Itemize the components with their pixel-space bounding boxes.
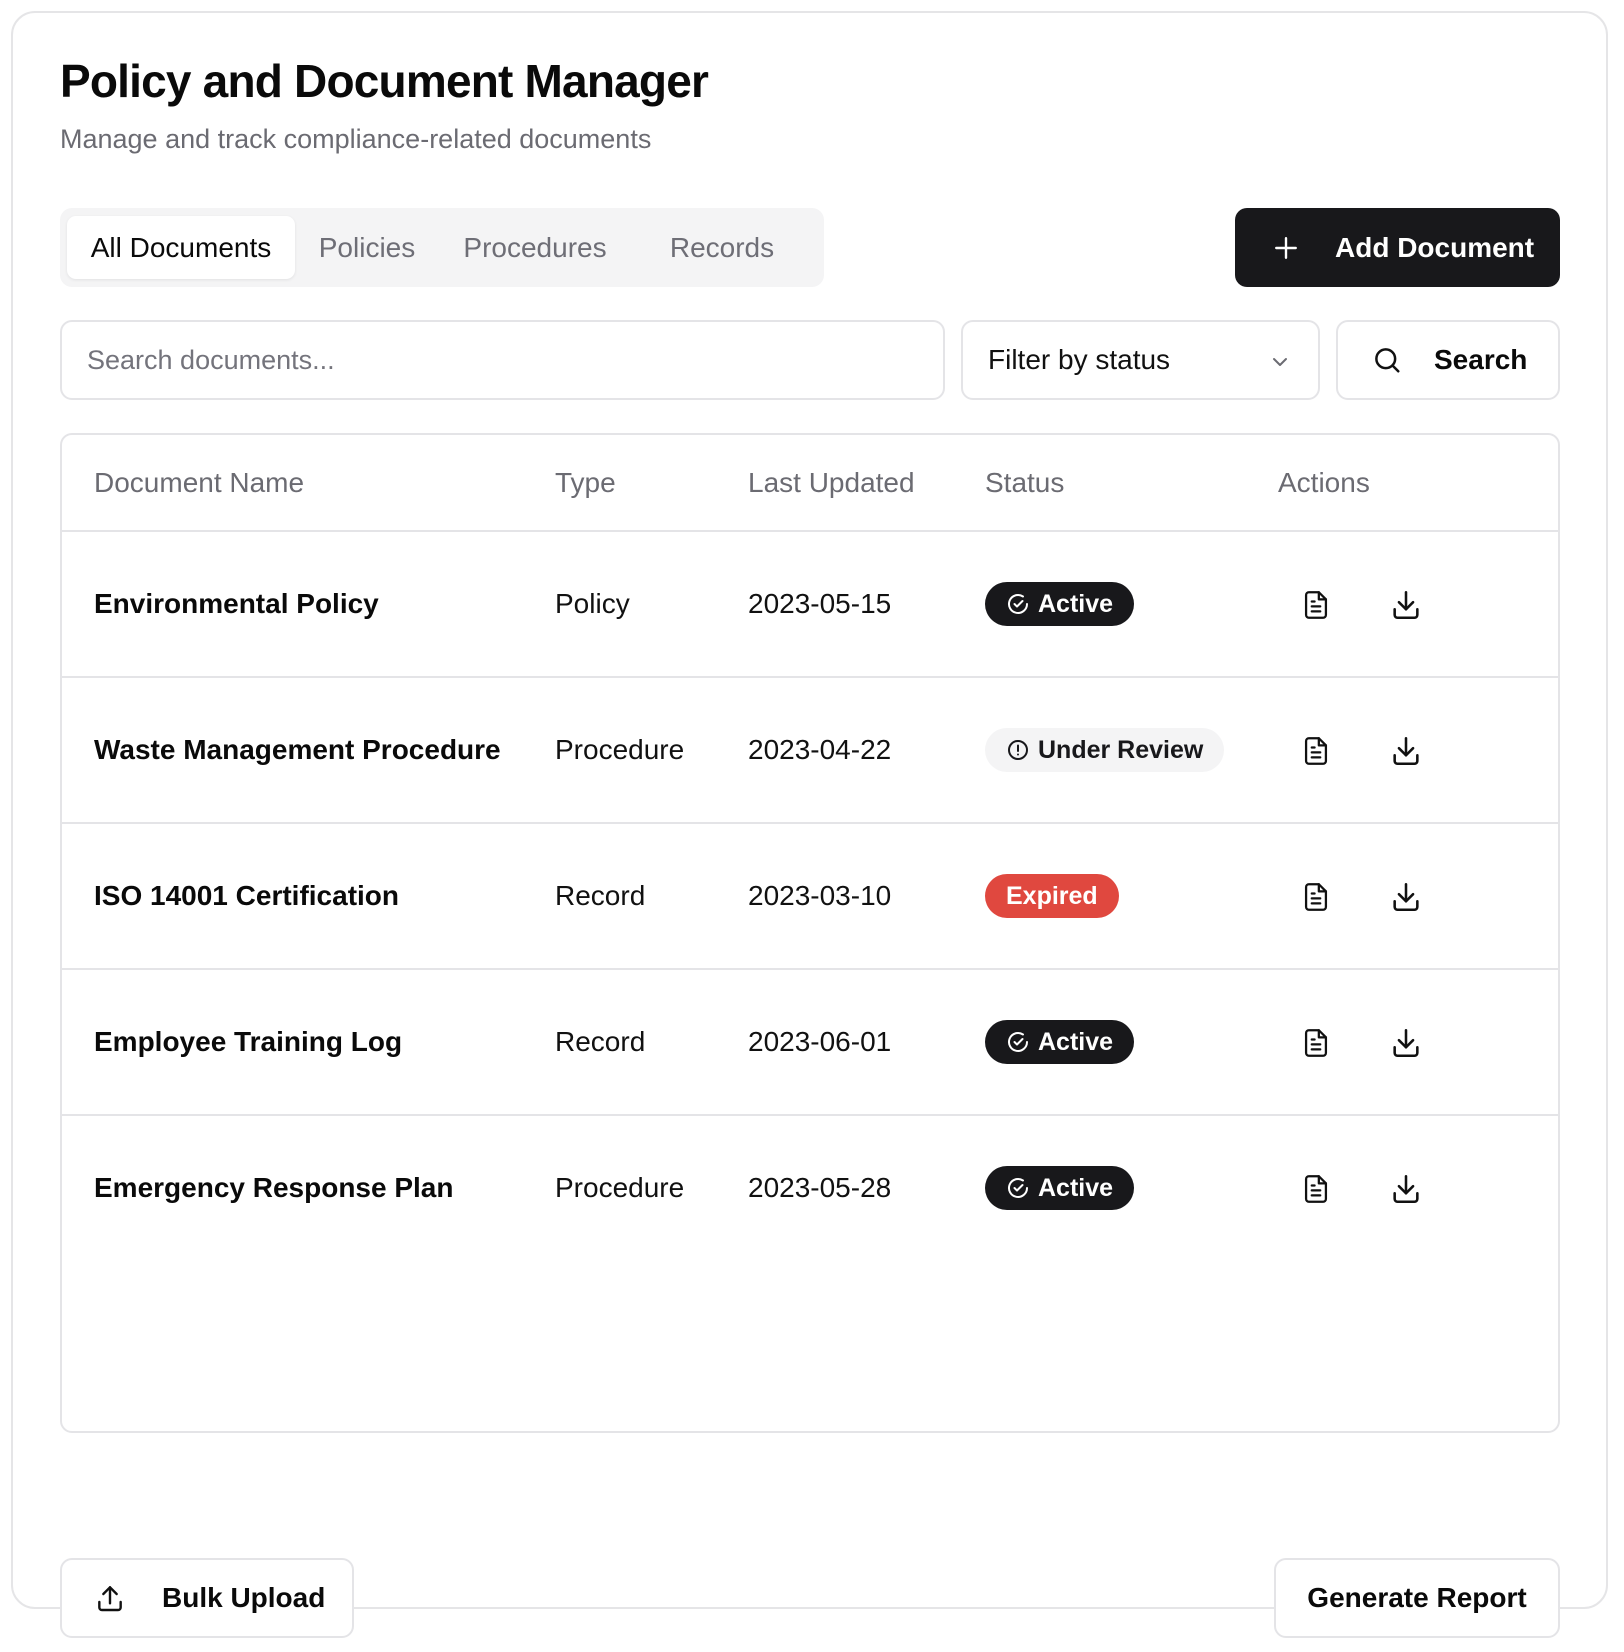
check-circle-icon <box>1006 1176 1030 1200</box>
view-document-button[interactable] <box>1299 588 1333 622</box>
document-updated: 2023-05-28 <box>748 1172 892 1203</box>
download-document-button[interactable] <box>1389 1172 1423 1206</box>
status-label: Active <box>1038 589 1114 618</box>
upload-icon <box>94 1582 126 1614</box>
table-row <box>62 678 1558 824</box>
tab-bar <box>60 208 824 287</box>
generate-report-label: Generate Report <box>1307 1582 1527 1613</box>
table-row <box>62 1116 1558 1262</box>
status-filter-select[interactable] <box>961 320 1320 400</box>
download-document-button[interactable] <box>1389 588 1423 622</box>
column-header-updated: Last Updated <box>748 467 915 498</box>
status-badge <box>985 1020 1134 1064</box>
view-document-button[interactable] <box>1299 1026 1333 1060</box>
document-updated: 2023-03-10 <box>748 880 892 911</box>
document-name: Employee Training Log <box>94 1026 403 1057</box>
plus-icon <box>1273 235 1299 261</box>
column-header-actions: Actions <box>1278 467 1370 498</box>
tab-all-documents[interactable]: All Documents <box>67 216 295 279</box>
file-text-icon <box>1299 734 1333 768</box>
document-type: Procedure <box>555 734 685 765</box>
status-label: Expired <box>1006 881 1098 910</box>
view-document-button[interactable] <box>1299 1172 1333 1206</box>
status-label: Active <box>1038 1027 1114 1056</box>
document-updated: 2023-06-01 <box>748 1026 892 1057</box>
status-badge <box>985 582 1134 626</box>
document-name: ISO 14001 Certification <box>94 880 400 911</box>
check-circle-icon <box>1006 592 1030 616</box>
document-type: Record <box>555 880 646 911</box>
status-badge <box>985 728 1224 772</box>
download-document-button[interactable] <box>1389 880 1423 914</box>
download-icon <box>1389 734 1423 768</box>
table-row <box>62 532 1558 678</box>
file-text-icon <box>1299 588 1333 622</box>
tab-records[interactable]: Records <box>669 231 775 263</box>
status-label: Under Review <box>1038 735 1204 764</box>
chevron-down-icon <box>1268 350 1292 374</box>
download-icon <box>1389 588 1423 622</box>
column-header-status: Status <box>985 467 1065 498</box>
document-type: Record <box>555 1026 646 1057</box>
page-title: Policy and Document Manager <box>60 55 709 107</box>
document-name: Emergency Response Plan <box>94 1172 454 1203</box>
add-document-button[interactable] <box>1235 208 1560 287</box>
document-updated: 2023-04-22 <box>748 734 892 765</box>
download-icon <box>1389 880 1423 914</box>
check-circle-icon <box>1006 1030 1030 1054</box>
table-row <box>62 824 1558 970</box>
search-icon <box>1372 345 1402 375</box>
search-button-label: Search <box>1434 344 1528 375</box>
document-type: Policy <box>555 588 630 619</box>
status-badge <box>985 874 1119 918</box>
status-filter-value: Filter by status <box>988 344 1171 375</box>
search-input[interactable] <box>62 322 943 398</box>
search-button[interactable] <box>1336 320 1560 400</box>
column-header-type: Type <box>555 467 616 498</box>
documents-table <box>60 433 1560 1433</box>
document-updated: 2023-05-15 <box>748 588 892 619</box>
download-document-button[interactable] <box>1389 734 1423 768</box>
column-header-name: Document Name <box>94 467 305 498</box>
page-subtitle: Manage and track compliance-related documents <box>60 124 652 154</box>
download-icon <box>1389 1026 1423 1060</box>
bulk-upload-button[interactable] <box>60 1558 354 1638</box>
generate-report-button[interactable] <box>1274 1558 1560 1638</box>
status-label: Active <box>1038 1173 1114 1202</box>
download-icon <box>1389 1172 1423 1206</box>
table-row <box>62 970 1558 1116</box>
file-text-icon <box>1299 880 1333 914</box>
table-header <box>62 435 1558 532</box>
document-name: Waste Management Procedure <box>94 734 501 765</box>
document-type: Procedure <box>555 1172 685 1203</box>
alert-circle-icon <box>1006 738 1030 762</box>
file-text-icon <box>1299 1026 1333 1060</box>
download-document-button[interactable] <box>1389 1026 1423 1060</box>
add-document-label: Add Document <box>1335 231 1535 263</box>
view-document-button[interactable] <box>1299 734 1333 768</box>
file-text-icon <box>1299 1172 1333 1206</box>
document-name: Environmental Policy <box>94 588 379 619</box>
tab-procedures[interactable]: Procedures <box>463 231 607 263</box>
tab-policies[interactable]: Policies <box>318 231 416 263</box>
bulk-upload-label: Bulk Upload <box>162 1582 326 1613</box>
search-field <box>60 320 945 400</box>
view-document-button[interactable] <box>1299 880 1333 914</box>
status-badge <box>985 1166 1134 1210</box>
